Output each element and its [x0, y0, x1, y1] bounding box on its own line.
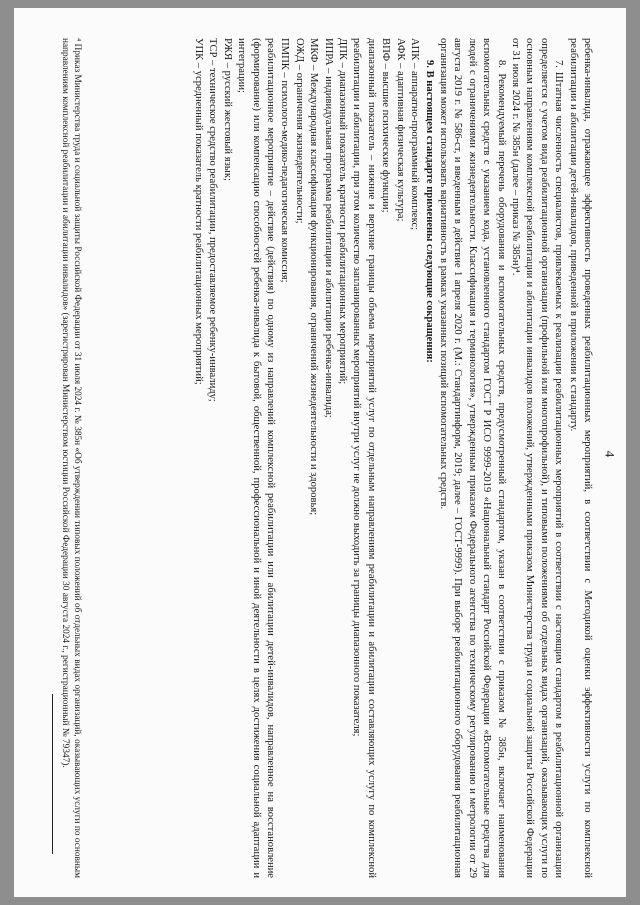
abbreviation-item: МКФ – Международная классификация функционирования, ограничений жизнедеятельности и здоровья;: [308, 38, 320, 516]
abbreviation-item: РЖЯ – русский жестовый язык;: [221, 38, 233, 181]
abbreviation-item: диапазонный показатель – нижние и верхние границы объема мероприятий услуг по отдельным направлениям реабилитации и абилитации составляющих услугу по комплексной реабилитации и абилитации, при этом количество запланированных мероприятий внутри услуг не должно выходить за границы диапазонного показателя;: [351, 38, 377, 878]
abbreviation-item: УПК – усредненный показатель кратности реабилитационных мероприятий;: [193, 38, 205, 385]
footnote: ⁴ Приказ Министерства труда и социальной защиты Российской Федерации от 31 июля 2024 г. № 385н «Об утверждении типовых положений об отдельных видах организаций, оказывающих услуги по основным направлениям комплексной реабилитации и абилитации инвалидов» (зарегистрирован Министерством юстиции Российской Федерации 30 августа 2024 г., регистрационный № 79347).: [60, 38, 82, 878]
document-page: [14, 8, 626, 897]
abbreviation-item: ТСР – техническое средство реабилитации, предоставляемое ребенку-инвалиду;: [207, 38, 219, 402]
abbreviation-item: ИПРА – индивидуальная программа реабилитации и абилитации ребенка-инвалида;: [322, 38, 334, 418]
abbreviation-item: ДПК – диапазонный показатель кратности реабилитационных мероприятий;: [337, 38, 349, 385]
abbreviation-item: ОЖД – ограничения жизнедеятельности;: [293, 38, 305, 224]
paragraph-8: 8. Рекомендуемый перечень оборудования и вспомогательных средств, предусмотренный стандартом, указан в соответствии с приказом № 385н, включает наименования вспомогательных средств с указанием кода, установленного стандартом ГОСТ Р ИСО 9999-2019 «Национальный стандарт Российской Федерации «Вспомогательные средства для людей с ограничениями жизнедеятельности. Классификация и терминология», утвержденным приказом Федерального агентства по техническому регулированию и метрологии от 29 августа 2019 г. № 586-ст, и введенным в действие 1 апреля 2020 г. (М.: Стандартинформ, 2019; далее – ГОСТ-9999). При выборе реабилитационного оборудования реабилитационная организация может использовать вариативность в рамках указанных позиций вспомогательных средств.: [437, 38, 507, 878]
abbreviation-item: АФК – адаптивная физическая культура;: [394, 38, 406, 222]
paragraph-7: 7. Штатная численность специалистов, привлекаемых к реализации реабилитационных мероприятий в соответствии с настоящим стандартом в реабилитационной организации определяется с учетом вида реабилитационной организации (профильной или многопрофильной), и типовыми положениями об отдельных видах организаций, оказывающих услуги по основным направлениям комплексной реабилитации и абилитации инвалидов положений, утвержденными приказом Министерства труда и социальной защиты Российской Федерации от 31 июля 2024 г. № 385н (далее – приказ № 385н)⁴.: [509, 38, 565, 878]
main-text-block: [191, 38, 594, 878]
paragraph-9-heading: 9. В настоящем стандарте применены следующие сокращения:: [423, 60, 435, 363]
footnote-separator: [52, 694, 53, 854]
page-number: 4: [602, 450, 618, 458]
paragraph-6-continuation: ребенка-инвалида, отражающее эффективность проведенных реабилитационных мероприятий, в соответствии с Методикой оценки эффективности услуги по комплексной реабилитации и абилитации детей-инвалидов, приведенной в приложении к стандарту.: [567, 38, 593, 878]
abbreviation-item: ПМПК – психолого-медико-педагогическая комиссия;: [279, 38, 291, 283]
body-text: [191, 38, 594, 878]
abbreviation-item: ВПФ – высшие психические функции;: [380, 38, 392, 213]
abbreviation-item: реабилитационное мероприятие – действие (действия) по одному из направлений комплексной реабилитации или абилитации детей-инвалидов, направленное на восстановление (формирование) или компенсацию способностей ребенка-инвалида к бытовой, общественной, профессиональной и иной деятельности в целях достижения социальной адаптации и интеграции;: [236, 38, 277, 878]
abbreviation-item: АПК – аппаратно-программный комплекс;: [409, 38, 421, 231]
